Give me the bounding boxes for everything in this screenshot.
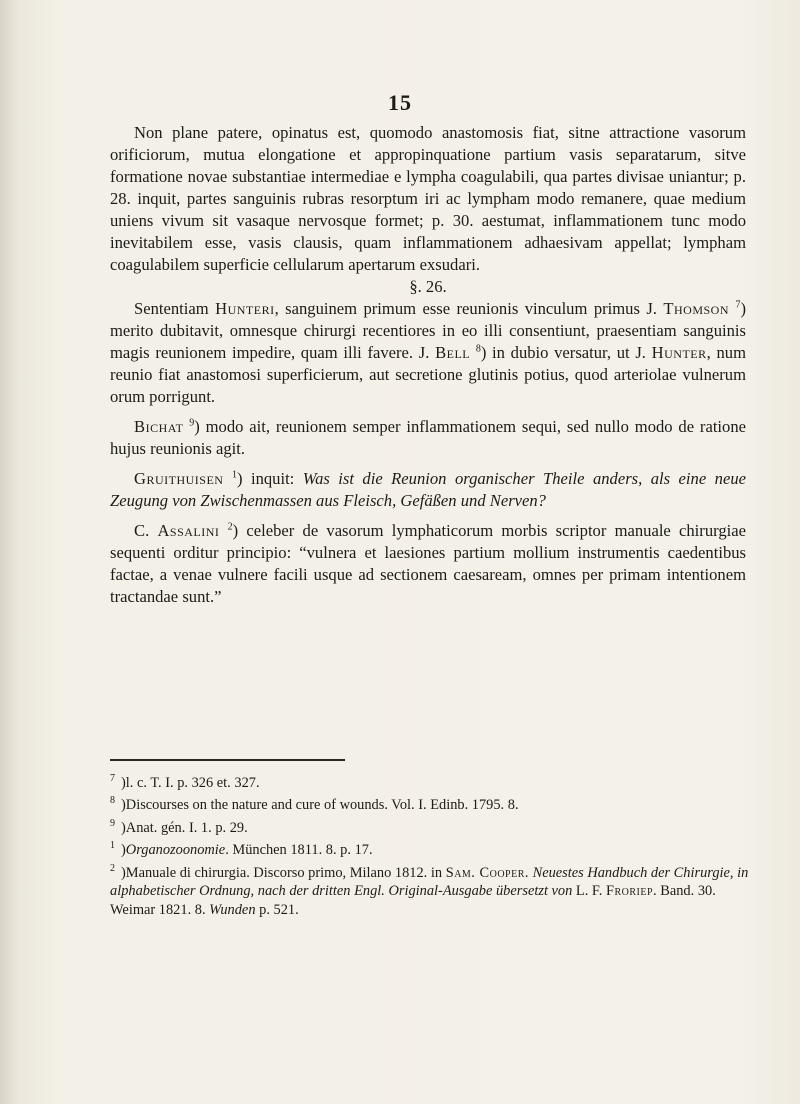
footnotes — [110, 770, 750, 919]
footnote-ref: 7 — [735, 299, 741, 311]
author-name: Gruithuisen — [134, 469, 224, 488]
paragraph-5: C. Assalini $^2$) celeber de vasorum lymphaticorum morbis scriptor manuale chirurgiae sequenti orditur principio: “vulnera et laesiones partium mollium instrumentis caedentibus factae, a venae vulnere facili usque ad sectionem caesaream, omnes per primam intentionem tractandae sunt.” — [110, 521, 746, 606]
author-name: Hunter — [651, 343, 707, 362]
author-name: Hunteri — [215, 299, 275, 318]
footnote-ref: 9 — [189, 417, 195, 429]
paragraph-4: Gruithuisen $^1$) inquit: Was ist die Reunion organischer Theile anders, als eine neue Zeugung von Zwischenmassen aus Fleisch, Gefäßen und Nerven? — [110, 469, 746, 510]
paragraph-3: Bichat $^9$) modo ait, reunionem semper inflammationem sequi, sed nullo modo de ratione hujus reunionis agit. — [110, 417, 746, 458]
footnote: $^2$ )Manuale di chirurgia. Discorso primo, Milano 1812. in Sam. Cooper. Neuestes Handbuch der Chirurgie, in alphabetischer Ordnung, nach der dritten Engl. Original-Ausgabe übersetzt von L. F. Froriep. Band. 30. Weimar 1821. 8. Wunden p. 521. — [110, 862, 749, 918]
page-number: 15 — [388, 90, 412, 115]
paragraph-2: Sententiam Hunteri, sanguinem primum esse reunionis vinculum primus J. Thomson $^7$) merito dubitavit, omnesque chirurgi recentiores in eo illi consentiunt, praesentiam sanguinis magis reunionem impedire, quam illi favere. J. Bell $^8$) in dubio versatur, ut J. Hunter, num reunio fiat anastomosi superficierum, aut secretione glutinis potius, quod arteriolae vulnerum orum porrigunt. — [110, 299, 746, 406]
footnote: $^7$ )l. c. T. I. p. 326 et. 327. — [110, 773, 260, 791]
section-heading: §. 26. — [409, 277, 447, 296]
author-name: Bell — [435, 343, 471, 362]
paragraph-1: Non plane patere, opinatus est, quomodo anastomosis fiat, sitne attractione vasorum orificiorum, mutua elongatione et appropinquatione partium vasis separatarum, sitve formatione novae substantiae intermediae e lympha coagulabili, qua partes divisae uniantur; p. 28. inquit, partes sanguinis rubras resorptum iri ac lympham modo remanere, quae medium uniens vivum sit vasaque nervosque formet; p. 30. aestumat, inflammationem tunc modo inevitabilem esse, vasis clausis, quam inflammationem adhaesivam appellat; lympham coagulabilem superficie cellularum apertarum exsudari. — [110, 123, 746, 274]
main-text — [110, 122, 746, 608]
author-name: Bichat — [134, 417, 184, 436]
author-name: Assalini — [157, 521, 220, 540]
author-name: Thomson — [663, 299, 730, 318]
footnote-ref: 2 — [227, 521, 233, 533]
footnote: $^1$ )Organozoonomie. München 1811. 8. p. 17. — [110, 840, 373, 858]
quotation: Was ist die Reunion organischer Theile anders, als eine neue Zeugung von Zwischenmassen aus Fleisch, Gefäßen und Nerven? — [110, 469, 746, 510]
footnote-ref: 8 — [475, 343, 481, 355]
footnote-ref: 1 — [231, 469, 237, 481]
footnote: $^8$ )Discourses on the nature and cure of wounds. Vol. I. Edinb. 1795. 8. — [110, 795, 519, 814]
footnote: $^9$ )Anat. gén. I. 1. p. 29. — [110, 817, 248, 836]
footnote-divider — [110, 759, 345, 761]
